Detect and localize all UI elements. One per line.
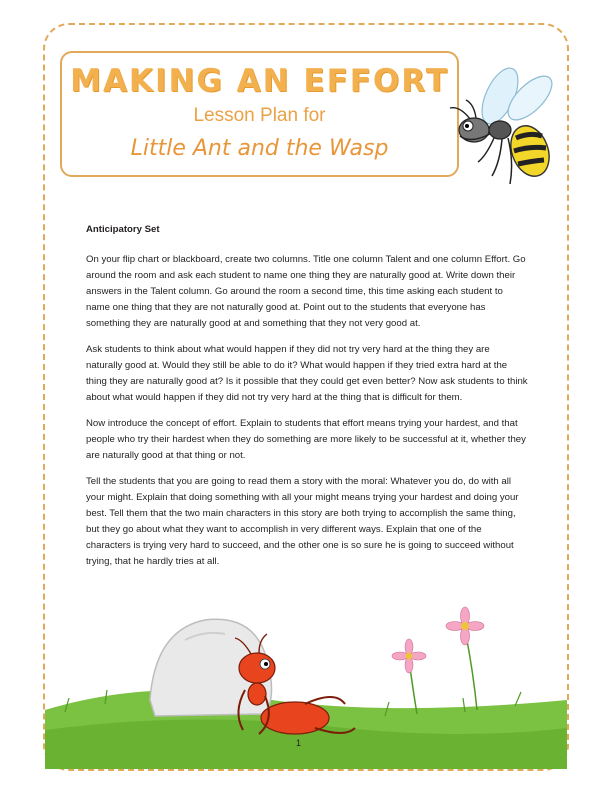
lesson-title: MAKING AN EFFORT xyxy=(70,63,449,99)
lesson-subtitle: Lesson Plan for xyxy=(193,105,326,126)
paragraph: Now introduce the concept of effort. Explain to students that effort means trying your hardest, and that people who try their hardest when they do something are more likely to be successful at it, whether they are naturally good at that thing or not. xyxy=(86,418,526,461)
lesson-content xyxy=(86,222,528,580)
wasp-illustration xyxy=(430,66,580,216)
paragraph: Ask students to think about what would happen if they did not try very hard at the thing they are naturally good at. Would they still be able to do it? What would happen if they tried extra hard at the thing they are naturally good at? Is it possible that they could get even better? Now ask students to think about what would happen if they did not try very hard at the thing that is difficult for them. xyxy=(86,344,528,403)
paragraph: Tell the students that you are going to read them a story with the moral: Whatever you do, do with all your might. Explain that doing something with all your might means trying your hardest and doing your best. Tell them that the two main characters in this story are both trying to accomplish the same thing, but they go about what they want to accomplish in very different ways. Explain that one of the characters is trying very hard to succeed, and the other one is so sure he is going to succeed without trying, that he hardly tries at all. xyxy=(86,476,519,567)
ant-scene-illustration xyxy=(45,600,567,769)
section-heading: Anticipatory Set xyxy=(86,224,160,235)
flower-right xyxy=(446,607,484,710)
book-title: Little Ant and the Wasp xyxy=(130,136,389,161)
title-box xyxy=(60,51,459,177)
page-number: 1 xyxy=(296,738,302,748)
paragraph: On your flip chart or blackboard, create two columns. Title one column Talent and one column Effort. Go around the room and ask each student to name one thing they are naturally good at. Write down their answers in the Talent column. Go around the room a second time, this time asking each student to name one thing that they are not naturally good at. Point out to the students that everyone has something they are naturally good at and something that they not very good at. xyxy=(86,254,526,329)
flower-left xyxy=(392,639,426,714)
